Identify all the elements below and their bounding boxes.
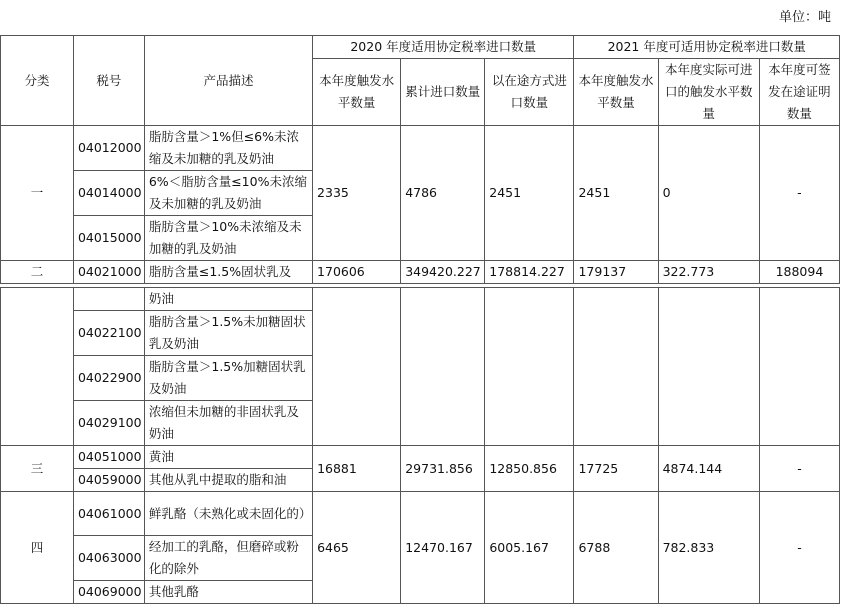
actual-2021-cell: 782.833 <box>658 492 759 604</box>
code-cell: 04029100 <box>73 401 144 446</box>
trigger-2021-cell: 6788 <box>574 492 658 604</box>
table-row <box>1 126 840 171</box>
in-transit-2020-cell: 6005.167 <box>485 492 574 604</box>
header-actual-2021: 本年度实际可进口的触发水平数量 <box>658 59 759 126</box>
certificate-2021-cell-continued <box>759 288 839 446</box>
cumulative-2020-cell-continued <box>401 288 485 446</box>
quota-table-part-2 <box>0 287 840 604</box>
header-description: 产品描述 <box>144 36 312 126</box>
in-transit-2020-cell: 2451 <box>485 126 574 261</box>
actual-2021-cell-continued <box>658 288 759 446</box>
cumulative-2020-cell: 4786 <box>401 126 485 261</box>
cumulative-2020-cell: 349420.227 <box>401 261 485 284</box>
header-trigger-2021: 本年度触发水平数量 <box>574 59 658 126</box>
in-transit-2020-cell-continued <box>485 288 574 446</box>
code-cell: 04015000 <box>73 216 144 261</box>
in-transit-2020-cell: 178814.227 <box>485 261 574 284</box>
code-cell: 04014000 <box>73 171 144 216</box>
trigger-2020-cell-continued <box>313 288 401 446</box>
description-cell: 其他乳酪 <box>144 581 312 604</box>
trigger-2020-cell: 2335 <box>313 126 401 261</box>
certificate-2021-cell: 188094 <box>759 261 839 284</box>
certificate-2021-cell: - <box>759 446 839 492</box>
cumulative-2020-cell: 29731.856 <box>401 446 485 492</box>
description-cell: 经加工的乳酪，但磨碎或粉化的除外 <box>144 536 312 581</box>
description-cell: 脂肪含量＞1.5%加糖固状乳及奶油 <box>144 356 312 401</box>
description-cell: 脂肪含量＞1.5%未加糖固状乳及奶油 <box>144 311 312 356</box>
description-cell: 6%＜脂肪含量≤10%未浓缩及未加糖的乳及奶油 <box>144 171 312 216</box>
code-cell: 04022900 <box>73 356 144 401</box>
category-cell: 一 <box>1 126 74 261</box>
code-cell: 04061000 <box>73 492 144 536</box>
code-cell: 04063000 <box>73 536 144 581</box>
actual-2021-cell: 4874.144 <box>658 446 759 492</box>
code-cell: 04021000 <box>73 261 144 284</box>
trigger-2020-cell: 6465 <box>313 492 401 604</box>
header-in-transit-2020: 以在途方式进口数量 <box>485 59 574 126</box>
trigger-2021-cell: 2451 <box>574 126 658 261</box>
table-row <box>1 261 840 284</box>
code-cell: 04022100 <box>73 311 144 356</box>
category-cell-continued <box>1 288 74 446</box>
code-cell: 04012000 <box>73 126 144 171</box>
description-cell: 脂肪含量＞10%未浓缩及未加糖的乳及奶油 <box>144 216 312 261</box>
table-row <box>1 492 840 536</box>
header-code: 税号 <box>73 36 144 126</box>
description-cell: 脂肪含量≤1.5%固状乳及 <box>144 261 312 284</box>
table-row <box>1 288 840 311</box>
trigger-2020-cell: 16881 <box>313 446 401 492</box>
description-cell: 黄油 <box>144 446 312 469</box>
code-cell: 04051000 <box>73 446 144 469</box>
trigger-2021-cell: 179137 <box>574 261 658 284</box>
trigger-2021-cell: 17725 <box>574 446 658 492</box>
description-cell: 鲜乳酪（未熟化或未固化的） <box>144 492 312 536</box>
description-cell: 脂肪含量＞1%但≤6%未浓缩及未加糖的乳及奶油 <box>144 126 312 171</box>
header-group-2020: 2020 年度适用协定税率进口数量 <box>313 36 574 59</box>
description-cell: 浓缩但未加糖的非固状乳及奶油 <box>144 401 312 446</box>
certificate-2021-cell: - <box>759 492 839 604</box>
actual-2021-cell: 0 <box>658 126 759 261</box>
quota-table-part-1 <box>0 35 840 284</box>
header-category: 分类 <box>1 36 74 126</box>
category-cell: 二 <box>1 261 74 284</box>
in-transit-2020-cell: 12850.856 <box>485 446 574 492</box>
unit-label: 单位：吨 <box>778 10 831 25</box>
description-cell: 其他从乳中提取的脂和油 <box>144 469 312 492</box>
actual-2021-cell: 322.773 <box>658 261 759 284</box>
header-group-2021: 2021 年度可适用协定税率进口数量 <box>574 36 840 59</box>
trigger-2020-cell: 170606 <box>313 261 401 284</box>
trigger-2021-cell-continued <box>574 288 658 446</box>
category-cell: 四 <box>1 492 74 604</box>
code-cell: 04059000 <box>73 469 144 492</box>
certificate-2021-cell: - <box>759 126 839 261</box>
cumulative-2020-cell: 12470.167 <box>401 492 485 604</box>
header-trigger-2020: 本年度触发水平数量 <box>313 59 401 126</box>
category-cell: 三 <box>1 446 74 492</box>
header-certificate-2021: 本年度可签发在途证明数量 <box>759 59 839 126</box>
code-cell: 04069000 <box>73 581 144 604</box>
table-row <box>1 446 840 469</box>
description-cell: 奶油 <box>144 288 312 311</box>
header-cumulative-2020: 累计进口数量 <box>401 59 485 126</box>
code-cell-continued <box>73 288 144 311</box>
